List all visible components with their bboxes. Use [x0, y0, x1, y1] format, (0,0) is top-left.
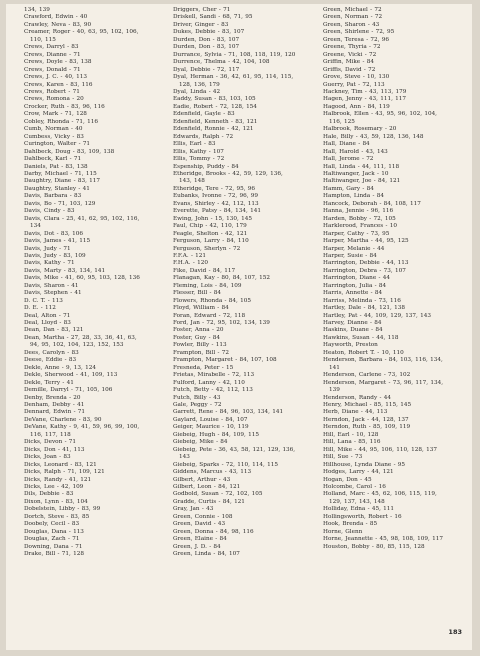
- index-entry: Haskins, Duane - 84: [323, 327, 383, 334]
- index-entry: Giebeig, Sparks - 72, 110, 114, 115: [173, 461, 279, 468]
- index-entry: Dicks, Devon - 71: [24, 439, 77, 446]
- index-entry: Gale, Peggy - 72: [173, 402, 222, 409]
- index-entry: Herb, Diane - 44, 113: [323, 409, 388, 416]
- index-entry: Foster, Guy - 84: [173, 334, 221, 341]
- index-entry: Harrington, Diane - 44: [323, 275, 390, 282]
- index-entry: Everette, Patsy - 84, 134, 141: [173, 208, 261, 215]
- index-entry: Herndon, Jack - 44, 128, 137: [323, 416, 409, 423]
- index-entry: Driskell, Sandi - 68, 71, 95: [173, 14, 253, 21]
- index-entry: Haltiwanger, Joe - 84, 121: [323, 178, 401, 185]
- index-entry: Hall, Jerome - 72: [323, 156, 374, 163]
- index-entry: Hawkins, Susan - 44, 118: [323, 334, 399, 341]
- index-entry: Harrington, Debra - 73, 107: [323, 267, 406, 274]
- index-entry: Daughtry, Stanley - 41: [24, 185, 90, 192]
- index-entry: Durden, Don - 83, 107: [173, 36, 240, 43]
- index-entry: Creamer, Roger - 40, 63, 95, 102, 106, 110, 115: [24, 29, 139, 43]
- index-entry: Futch, Billy - 43: [173, 394, 221, 401]
- index-entry: Davis, Kathy - 71: [24, 260, 75, 267]
- page-number: 183: [448, 628, 462, 636]
- index-column-2: [173, 7, 297, 559]
- index-entry: Driggers, Cher - 71: [173, 7, 231, 13]
- index-entry: Dyal, Debbie - 72, 117: [173, 66, 240, 73]
- index-entry: Henderson, Carlene - 73, 102: [323, 372, 411, 379]
- index-entry: Downing, Dana - 71: [24, 543, 83, 550]
- index-entry: Ferguson, Sherlyn - 72: [173, 245, 241, 252]
- index-entry: Hagood, Ann - 84, 119: [323, 103, 390, 110]
- index-entry: Hale, Billy - 43, 59, 128, 136, 148: [323, 133, 424, 140]
- index-entry: Driver, Ginger - 83: [173, 21, 229, 28]
- index-entry: Harper, Cathy - 73, 95: [323, 230, 390, 237]
- index-entry: Eaddy, Susan - 83, 103, 105: [173, 96, 256, 103]
- index-entry: Davis, Bo - 71, 103, 129: [24, 200, 96, 207]
- index-entry: Hill, Sue - 73: [323, 454, 363, 461]
- index-entry: Darby, Michael - 71, 115: [24, 170, 97, 177]
- index-entry: Gilbert, Arthur - 43: [173, 476, 231, 483]
- index-entry: Hamm, Gary - 84: [323, 185, 374, 192]
- index-entry: Dicks, Lee - 42, 109: [24, 484, 84, 490]
- index-entry: Edenfield, Ronnie - 42, 121: [173, 126, 254, 133]
- index-entry: Gradde, Curtis - 84, 121: [173, 498, 245, 505]
- index-entry: Harriss, Melinda - 73, 116: [323, 297, 401, 304]
- index-entry: Demille, Darryl - 71, 105, 106: [24, 387, 113, 394]
- index-entry: Hogan, Don - 45: [323, 476, 372, 483]
- index-entry: Flanagan, Kay - 80, 84, 107, 152: [173, 275, 270, 282]
- index-entry: Foran, Edward - 72, 118: [173, 312, 246, 319]
- index-entry: Horne, Glenn: [323, 528, 363, 535]
- index-entry: Giddens, Marcus - 43, 113: [173, 469, 252, 476]
- index-entry: Faul, Chip - 42, 110, 179: [173, 223, 247, 230]
- index-entry: Deese, Eddie - 83: [24, 357, 77, 364]
- index-entry: Hall, Diane - 84: [323, 141, 370, 148]
- index-entry: Crews, Doyle - 83, 138: [24, 59, 92, 66]
- index-entry: Evans, Shirley - 42, 112, 113: [173, 200, 259, 207]
- index-entry: Edenfield, Gayle - 83: [173, 111, 235, 118]
- index-entry: Greene, Vicki - 72: [323, 51, 377, 58]
- index-entry: Crews, Donald - 71: [24, 66, 81, 73]
- index-entry: Davis, Barbara - 83: [24, 193, 82, 200]
- index-entry: Eadie, Robert - 72, 128, 154: [173, 103, 257, 110]
- index-entry: Dekle, Terry - 41: [24, 379, 74, 386]
- index-entry: Hackney, Tim - 43, 113, 179: [323, 88, 407, 95]
- index-entry: Ellis, Kathy - 107: [173, 148, 224, 155]
- index-entry: Feagle, Shelton - 42, 121: [173, 230, 248, 237]
- index-entry: Hartley, Dale - 84, 121, 138: [323, 305, 405, 312]
- index-entry: Deal, Alton - 71: [24, 312, 71, 319]
- index-entry: Holland, Marc - 45, 62, 106, 115, 119, 129, 137, 143, 148: [323, 491, 437, 505]
- index-entry: Edenfield, Kenneth - 83, 121: [173, 118, 258, 125]
- index-entry: Gaylard, Louise - 84, 107: [173, 416, 248, 423]
- index-entry: Davis, James - 41, 115: [24, 238, 91, 245]
- index-entry: Durrance, Sylvia - 71, 108, 118, 119, 120: [173, 51, 296, 58]
- index-entry: Hartley, Pat - 44, 109, 129, 137, 143: [323, 312, 432, 319]
- index-entry: Giebeig, Hugh - 84, 109, 115: [173, 431, 259, 438]
- index-entry: Davis, Judy - 83, 109: [24, 252, 86, 259]
- index-entry: Cumb, Norman - 40: [24, 126, 83, 133]
- index-entry: Green, J. D. - 84: [173, 543, 221, 550]
- index-entry: Fike, David - 84, 117: [173, 267, 236, 274]
- index-entry: Frietas, Mirabelle - 72, 113: [173, 372, 255, 379]
- index-entry: Douglas, Zach - 71: [24, 536, 80, 543]
- index-entry: Fleming, Lois - 84, 109: [173, 282, 242, 289]
- index-entry: Harvey, Dianne - 84: [323, 320, 382, 327]
- index-entry: Doobely, Cecil - 83: [24, 521, 80, 528]
- index-entry: Crow, Mark - 71, 128: [24, 111, 87, 118]
- index-entry: Griffin, Mike - 84: [323, 59, 374, 66]
- index-entry: Harrington, Julia - 84: [323, 282, 387, 289]
- index-entry: Davis, Sharon - 41: [24, 282, 79, 289]
- index-entry: Harris, Annette - 84: [323, 290, 383, 297]
- index-entry: Frampton, Margaret - 84, 107, 108: [173, 357, 277, 364]
- index-entry: Dicks, Leonard - 83, 121: [24, 461, 97, 468]
- index-entry: Deal, Lloyd - 83: [24, 320, 71, 327]
- index-entry: Foster, Anna - 20: [173, 327, 224, 334]
- index-entry: Griffis, David - 72: [323, 66, 376, 73]
- index-entry: Guerry, Pat - 72, 113: [323, 81, 385, 88]
- index-entry: Crews, Darryl - 83: [24, 44, 79, 51]
- index-entry: Green, Elaine - 84: [173, 536, 227, 543]
- index-entry: Dekle, Anne - 9, 13, 124: [24, 364, 96, 371]
- index-entry: Giebeig, Pete - 36, 43, 58, 121, 129, 136, 143: [173, 446, 296, 461]
- index-entry: Dean, Dan - 83, 121: [24, 327, 84, 334]
- index-column-1: [24, 7, 148, 559]
- index-entry: Futch, Betty - 42, 112, 113: [173, 387, 253, 394]
- index-entry: 134, 139: [24, 7, 50, 13]
- index-entry: Green, Linda - 84, 107: [173, 551, 240, 558]
- index-entry: Etheridge, Brooks - 42, 59, 129, 136, 143, 148: [173, 170, 283, 185]
- index-entry: Davis, Cindy - 83: [24, 208, 75, 215]
- index-entry: Henry, Michael - 85, 115, 145: [323, 402, 412, 409]
- index-entry: Denham, Debby - 41: [24, 402, 85, 409]
- index-entry: Etheridge, Tere - 72, 95, 96: [173, 185, 256, 192]
- index-entry: Durden, Don - 83, 107: [173, 44, 240, 51]
- index-entry: Geiger, Maurice - 10, 119: [173, 424, 249, 431]
- index-entry: Crews, Robert - 71: [24, 88, 80, 95]
- index-entry: Dicks, Ralph - 71, 109, 121: [24, 469, 105, 476]
- index-entry: Flesser, Bill - 84: [173, 290, 221, 297]
- index-entry: Ellis, Earl - 83: [173, 141, 216, 148]
- index-entry: Ewing, John - 15, 130, 145: [173, 215, 253, 222]
- index-entry: Haltiwanger, Jack - 10: [323, 170, 389, 177]
- index-entry: Davis, Mike - 41, 60, 95, 103, 128, 136: [24, 275, 140, 282]
- index-entry: Hodges, Larry - 44, 121: [323, 469, 394, 476]
- index-entry: Crews, Karen - 83, 116: [24, 81, 93, 88]
- index-entry: Cumbess, Vicky - 83: [24, 133, 84, 140]
- index-entry: Dees, Carolyn - 83: [24, 349, 79, 356]
- index-entry: Harklerood, Frances - 10: [323, 223, 397, 230]
- index-entry: Cobley, Rhonda - 71, 116: [24, 118, 98, 125]
- index-entry: Hall, Harold - 43, 143: [323, 148, 388, 155]
- index-entry: Hanna, Jennie - 96, 116: [323, 208, 394, 215]
- index-entry: Durrence, Thelma - 42, 104, 108: [173, 59, 270, 66]
- index-entry: Godbold, Susan - 72, 102, 105: [173, 491, 263, 498]
- index-entry: Davis, Judy - 71: [24, 245, 71, 252]
- index-entry: Henderson, Barbara - 84, 103, 116, 134, 141: [323, 357, 443, 371]
- index-entry: Green, Donna - 84, 98, 116: [173, 528, 254, 535]
- index-entry: Dortch, Steve - 83, 85: [24, 513, 90, 520]
- index-entry: Gilbert, Leon - 84, 121: [173, 484, 241, 490]
- index-entry: Green, Norman - 72: [323, 14, 383, 21]
- index-entry: Hill, Mike - 44, 95, 106, 110, 128, 137: [323, 446, 438, 453]
- index-entry: Green, Shirlene - 72, 95: [323, 29, 395, 36]
- index-entry: Horne, Jeannette - 45, 98, 108, 109, 117: [323, 536, 443, 543]
- index-entry: Halbrook, Ellen - 43, 95, 96, 102, 104, 116, 125: [323, 111, 437, 125]
- index-entry: Ford, Jan - 72, 95, 102, 134, 139: [173, 320, 270, 327]
- index-entry: Dahlbeck, Doug - 83, 109, 138: [24, 148, 115, 155]
- index-entry: F.H.A. - 120: [173, 260, 208, 267]
- index-entry: D. C. T. - 113: [24, 297, 63, 304]
- index-entry: Harper, Susie - 84: [323, 252, 377, 259]
- index-entry: Harper, Melanie - 44: [323, 245, 385, 252]
- index-entry: Davis, Dot - 83, 106: [24, 230, 84, 237]
- index-entry: Eubanks, Ivonne - 72, 96, 99: [173, 193, 259, 200]
- index-entry: Drake, Bill - 71, 128: [24, 551, 84, 558]
- index-entry: Daniels, Pat - 83, 138: [24, 163, 88, 170]
- index-entry: Crews, Romona - 20: [24, 96, 84, 103]
- index-entry: Fulford, Lanny - 42, 110: [173, 379, 245, 386]
- index-entry: Heaton, Robert T. - 10, 110: [323, 349, 404, 356]
- index-entry: Giebeig, Mike - 84: [173, 439, 228, 446]
- index-entry: Floyd, William - 84: [173, 305, 229, 312]
- index-entry: Dyal, Linda - 42: [173, 88, 221, 95]
- index-entry: Hancock, Deborah - 84, 108, 117: [323, 200, 421, 207]
- index-entry: Dicks, Randy - 41, 121: [24, 476, 92, 483]
- index-entry: Green, Connie - 108: [173, 513, 233, 520]
- index-entry: Grove, Steve - 10, 130: [323, 74, 390, 81]
- index-entry: Hayworth, Preston: [323, 342, 378, 349]
- index-entry: Hampton, Linda - 84: [323, 193, 384, 200]
- index-entry: F.F.A. - 121: [173, 252, 207, 259]
- index-entry: Ellis, Tommy - 72: [173, 156, 225, 163]
- index-entry: Crews, Dianne - 71: [24, 51, 81, 58]
- index-entry: Dyal, Herman - 36, 42, 61, 95, 114, 115, 128, 136, 179: [173, 74, 294, 88]
- index-entry: Crews, J. C. - 40, 113: [24, 74, 87, 81]
- index-entry: Harper, Martha - 44, 95, 125: [323, 238, 409, 245]
- index-entry: Espenship, Puddy - 84: [173, 163, 239, 170]
- index-page: [6, 4, 472, 650]
- index-entry: Green, David - 43: [173, 521, 226, 528]
- index-entry: Greene, Thyria - 72: [323, 44, 381, 51]
- index-entry: Houston, Bobby - 80, 85, 115, 128: [323, 543, 425, 550]
- index-entry: DeVane, Kathy - 9, 41, 59, 96, 99, 100, 116, 117, 118: [24, 424, 140, 438]
- index-entry: Gray, Jan - 43: [173, 506, 214, 513]
- index-entry: Hill, Earl - 10, 128: [323, 431, 379, 438]
- index-entry: Green, Sharon - 43: [323, 21, 380, 28]
- index-entry: Halbrook, Rosemary - 20: [323, 126, 397, 133]
- index-entry: Crawley, Neva - 83, 90: [24, 21, 92, 28]
- index-entry: Harden, Bobby - 72, 105: [323, 215, 396, 222]
- index-entry: Dils, Debbie - 83: [24, 491, 74, 498]
- index-entry: Henderson, Randy - 44: [323, 394, 391, 401]
- index-entry: Daughtry, Diane - 83, 117: [24, 178, 101, 185]
- index-entry: Garrett, Rene - 84, 96, 103, 134, 141: [173, 409, 284, 416]
- index-entry: Green, Michael - 72: [323, 7, 382, 13]
- index-entry: Dekle, Sherwood - 41, 109, 113: [24, 372, 118, 379]
- index-entry: Fowler, Billy - 113: [173, 342, 227, 349]
- index-entry: Holcombe, Carol - 16: [323, 484, 386, 490]
- index-entry: Hollingsworth, Robert - 16: [323, 513, 402, 520]
- index-entry: Frampton, Bill - 72: [173, 349, 229, 356]
- index-column-3: [323, 7, 447, 551]
- index-entry: Dicks, Joan - 83: [24, 454, 71, 461]
- index-entry: Dahlbeck, Karl - 71: [24, 156, 82, 163]
- index-entry: Herndon, Ruth - 85, 109, 119: [323, 424, 411, 431]
- index-entry: Holliday, Edna - 45, 111: [323, 506, 395, 513]
- index-entry: Dobelstein, Libby - 83, 99: [24, 506, 101, 513]
- index-entry: Harrington, Debbie - 44, 113: [323, 260, 409, 267]
- index-entry: Douglas, Dana - 113: [24, 528, 84, 535]
- index-entry: Fresneda, Peter - 15: [173, 364, 234, 371]
- index-entry: Flowers, Rhonda - 84, 105: [173, 297, 251, 304]
- index-entry: Dixon, Lynn - 83, 104: [24, 498, 88, 505]
- index-entry: Crocker, Ruth - 83, 96, 116: [24, 103, 105, 110]
- index-entry: Hagen, Jenny - 43, 111, 117: [323, 96, 407, 103]
- index-entry: Hill, Lana - 85, 116: [323, 439, 381, 446]
- index-entry: DeVane, Charlene - 83, 90: [24, 416, 102, 423]
- index-entry: Crawford, Edwin - 40: [24, 14, 88, 21]
- index-entry: Davis, Marty - 83, 134, 141: [24, 267, 106, 274]
- index-entry: Dean, Martha - 27, 28, 33, 36, 41, 63, 94, 95, 102, 104, 123, 152, 153: [24, 334, 137, 349]
- index-entry: Denby, Brenda - 20: [24, 394, 81, 401]
- index-entry: Dukes, Debbie - 83, 107: [173, 29, 245, 36]
- index-entry: Ferguson, Larry - 84, 110: [173, 238, 249, 245]
- index-entry: Edwards, Ralph - 72: [173, 133, 234, 140]
- index-entry: Davis, Clara - 25, 41, 62, 95, 102, 116, 134: [24, 215, 140, 230]
- index-entry: D. E. - 112: [24, 305, 56, 312]
- index-entry: Hook, Brenda - 85: [323, 521, 378, 528]
- index-entry: Davis, Stephen - 41: [24, 290, 82, 297]
- index-entry: Dennard, Edwin - 71: [24, 409, 86, 416]
- index-entry: Green, Teresa - 72, 96: [323, 36, 390, 43]
- index-entry: Henderson, Margaret - 73, 96, 117, 134, 139: [323, 379, 444, 394]
- index-entry: Dicks, Don - 41, 113: [24, 446, 85, 453]
- index-entry: Hall, Linda - 44, 111, 118: [323, 163, 400, 170]
- index-entry: Curington, Walter - 71: [24, 141, 91, 148]
- index-entry: Hillhouse, Lynda Diane - 95: [323, 461, 406, 468]
